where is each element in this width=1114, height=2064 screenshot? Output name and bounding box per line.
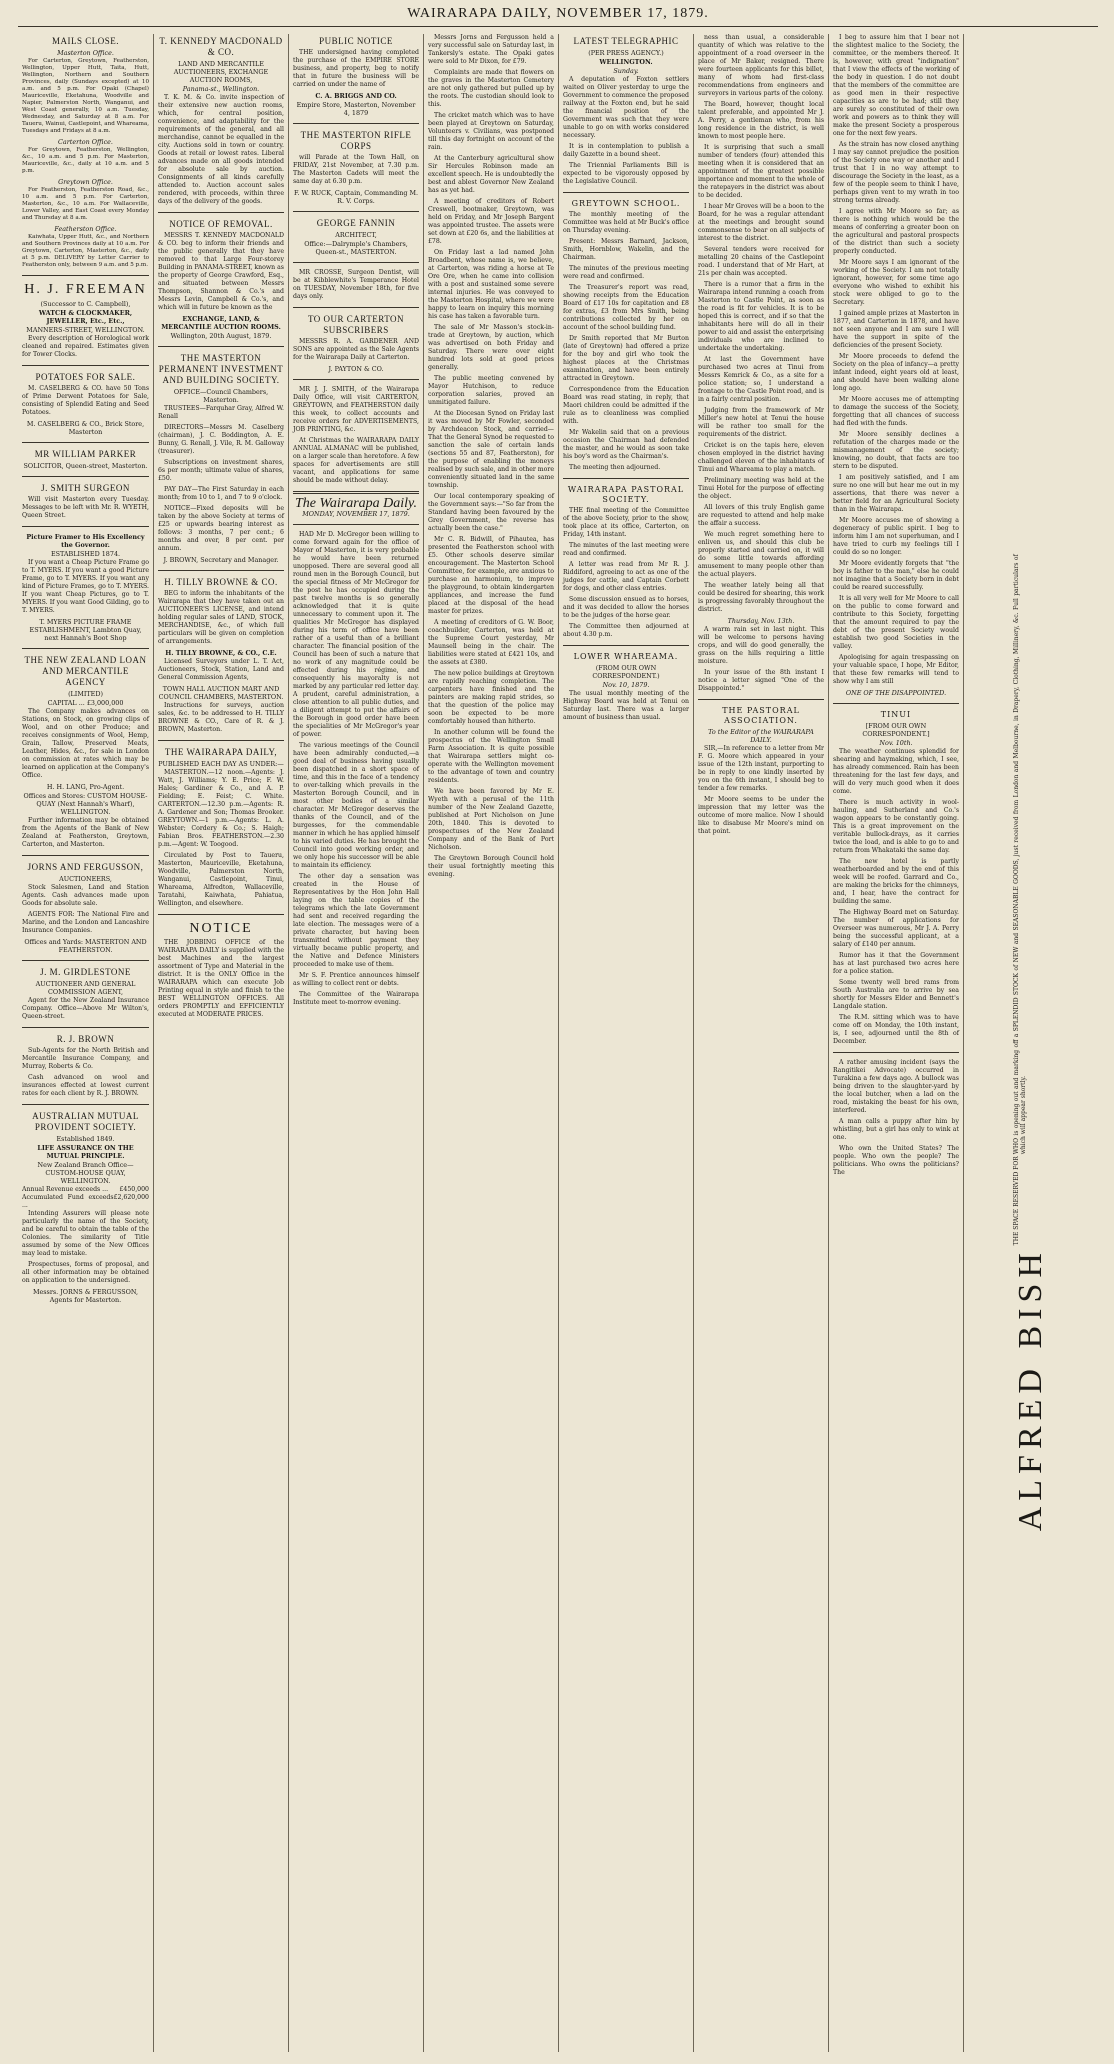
smith-text: Will visit Masterton every Tuesday. Messages to be left with Mr. R. WYETH, Queen Street. [22, 496, 149, 519]
divider [22, 476, 149, 477]
brown-text-2: Cash advanced on wool and insurances effected at lowest current rates for each client by R. J. BROWN. [22, 1074, 149, 1097]
whareama-paragraph: There is a rumor that a firm in the Wairarapa intend running a coach from Masterton to Castle Point, as soon as the road is fit for vehicles. It is to be hoped this is correct, and if so that the inhabitants here will do all in their power to aid and assist the enterprising individuals who are inclined to undertake the undertaking. [698, 281, 824, 352]
whareama-paragraph: Cricket is on the tapis here, eleven chosen employed in the district having challenged eleven of the inhabitants of Tinui and Whareama to play a match. [698, 442, 824, 473]
removal-title: NOTICE OF REMOVAL. [169, 219, 273, 229]
jorns-title: JORNS AND FERGUSSON, [27, 862, 144, 872]
letter-signature: ONE OF THE DISAPPOINTED. [845, 689, 947, 697]
pastoral-paragraph: A letter was read from Mr R. J. Riddiford, agreeing to act as one of the judges for cattle, and Captain Corbett for dogs, and other class entries. [563, 561, 689, 592]
smith-title: J. SMITH SURGEON [41, 483, 130, 493]
tinui-paragraph: The Highway Board met on Saturday. The number of applications for Overseer was numerous, Mr J. A. Perry being the successful applicant, at a salary of £140 per annum. [833, 909, 959, 948]
bish-advert [1013, 554, 1049, 1531]
letter-paragraph: Mr Moore evidently forgets that "the boy is father to the man," else he could not imagine that a Society born in debt could be reared successfully. [833, 560, 959, 591]
daily-text: MASTERTON.—12 noon.—Agents: J. Watt, J. Williams; Y. E. Price; F. W. Hales; Gardiner & Co., and A. P. Fielding; E. Feist; C. White. CARTERTON.—12.30 p.m.—Agents: R. A. Gardener and Son; Thomas Brooker. GREYTOWN.—1 p.m.—Agents: L. A. Webster; Cordery & Co.; S. Haigh; Fabian Bros. FEATHERSTON.—2.30 p.m.—Agent: W. Toogood. [158, 769, 284, 848]
news-item: Messrs Jorns and Fergusson held a very successful sale on Saturday last, in Tankersly's estate. The Opaki gates were sold to Mr Dixon, for £79. [428, 34, 554, 65]
news-item: We have been favored by Mr E. Wyeth with a perusal of the 11th number of the New Zealand Gazette, published at Port Nicholson on June 20th, 1840. This is devoted to prospectuses of the New Zealand Company and of the Bank of Port Nicholson. [428, 788, 554, 851]
nz-loan-sign: H. H. LANG, Pro-Agent. [46, 783, 125, 791]
prentice-text: Mr S. F. Prentice announces himself as willing to collect rent or debts. [293, 972, 419, 987]
amp-income-value: £450,000 [119, 1186, 149, 1193]
telegraphic-title: LATEST TELEGRAPHIC [573, 36, 679, 46]
divider [293, 307, 419, 308]
potatoes-text: M. CASELBERG & CO. have 50 Tons of Prime Derwent Potatoes for Sale, consisting of Splendid Eating and Seed Potatoes. [22, 385, 149, 416]
tilly-text-2: Licensed Surveyors under L. T. Act, Auctioneers, Stock, Station, Land and General Commission Agents, [158, 658, 284, 681]
divider [158, 740, 284, 741]
pastoral-association-title: THE PASTORAL ASSOCIATION. [722, 706, 800, 725]
divider [22, 526, 149, 527]
bish-advert-name: ALFRED BISH [1012, 1247, 1049, 1532]
telegraphic-item: It is in contemplation to publish a daily Gazette in a bound sheet. [563, 143, 689, 158]
building-society-title: THE MASTERTON PERMANENT INVESTMENT AND BUILDING SOCIETY. [158, 353, 284, 385]
news-item: A meeting of creditors of G. W. Boor, coachbuilder, Carterton, was held at the Supreme Court yesterday, Mr Maunsell being in the chair. The liabilities were stated at £421 10s, and the assets at £380. [428, 619, 554, 666]
letter-paragraph: I am positively satisfied, and I am sure no one will but hear me out in my assertions, that there was never a better field for an Agricultural Society than in the Wairarapa. [833, 474, 959, 513]
column-8 [963, 34, 1098, 2052]
tinui-paragraph: The weather continues splendid for shearing and haymaking, which, I see, has already commenced. Rain has been threatening for the last few days, and will do very much good when it does come. [833, 748, 959, 795]
letter-paragraph: I gained ample prizes at Masterton in 1877, and Carterton in 1878, and have not seen anyone and I am sure I will have the support in spite of the deficiencies of the present Society. [833, 310, 959, 349]
school-paragraph: Correspondence from the Education Board was read stating, in reply, that Maori children could be admitted if the rule as to cleanliness was complied with. [563, 386, 689, 425]
divider [158, 914, 284, 915]
telegraphic-day: Sunday. [613, 67, 639, 75]
divider [293, 524, 419, 525]
pastoral-paragraph: The minutes of the last meeting were read and confirmed. [563, 542, 689, 557]
carterton-subscribers-title: TO OUR CARTERTON SUBSCRIBERS [307, 314, 405, 335]
girdlestone-title: J. M. GIRDLESTONE [40, 967, 131, 977]
myers-sign: T. MYERS PICTURE FRAME ESTABLISHMENT, Lambton Quay, next Hannah's Boot Shop [29, 618, 142, 642]
public-notice-address: Empire Store, Masterton, November 4, 1879 [296, 101, 416, 117]
girdlestone-text: Agent for the New Zealand Insurance Company. Office—Above Mr Wilton's, Queen-street. [22, 997, 149, 1020]
daily-title: THE WAIRARAPA DAILY, [164, 747, 278, 757]
carterton-office-heading: Carterton Office. [58, 138, 113, 146]
rifle-corps-title: THE MASTERTON RIFLE CORPS [300, 130, 412, 151]
whareama-paragraph: The weather lately being all that could be desired for shearing, this work is progressing favorably throughout the district. [698, 582, 824, 613]
featherston-office-heading: Featherston Office. [54, 225, 117, 233]
pastoral-paragraph: The Committee then adjourned at about 4.30 p.m. [563, 623, 689, 638]
tilly-sign: H. TILLY BROWNE, & CO., C.E. [165, 649, 277, 657]
school-paragraph: The monthly meeting of the Committee was held at Mr Buck's office on Thursday evening. [563, 211, 689, 234]
nz-loan-office: Offices and Stores: CUSTOM HOUSE-QUAY (Next Hannah's Wharf), WELLINGTON. [23, 792, 148, 816]
letter-paragraph: As the strain has now closed anything I may say cannot prejudice the position of the Society one way or another and I trust that I in no way attempt to discourage the Society in the least, as a few of the people seem to think I have, perhaps given vent to my wrath in too strong terms already. [833, 141, 959, 204]
building-society-payday: PAY DAY—The First Saturday in each month; from 10 to 1, and 7 to 9 o'clock. [158, 486, 284, 501]
lower-whareama-sub: (FROM OUR OWN CORRESPONDENT.) [592, 664, 660, 680]
removal-name: EXCHANGE, LAND, & MERCANTILE AUCTION ROOMS. [161, 315, 281, 331]
fannin-sub: ARCHITECT, [335, 231, 377, 239]
divider [158, 212, 284, 213]
school-paragraph: Mr Wakelin said that on a previous occasion the Chairman had defended the master, and he would as soon take his boy's word as the Chairman's. [563, 429, 689, 460]
building-society-notice: NOTICE—Fixed deposits will be taken by the above Society at terms of £25 or upwards bearing interest as follows: 3 months, 7 per cent.; 6 months and over, 8 per cent. per annum. [158, 505, 284, 552]
pastoral-association-to: To the Editor of the WAIRARAPA DAILY. [708, 728, 814, 744]
columns [18, 34, 1098, 2052]
whareama-paragraph: In your issue of the 8th instant I notice a letter signed "One of the Disappointed." [698, 669, 824, 692]
masterton-office-heading: Masterton Office. [57, 49, 114, 57]
letter-paragraph: Mr Moore sensibly declines a refutation of the charges made or the mismanagement of the society; knowing, no doubt, that facts are too stern to be disputed. [833, 431, 959, 470]
potatoes-sign: M. CASELBERG & CO., Brick Store, Masterton [26, 420, 145, 436]
tilly-address: TOWN HALL AUCTION MART AND COUNCIL CHAMBERS, MASTERTON. [158, 685, 284, 701]
divider [22, 365, 149, 366]
freeman-sub: (Successor to C. Campbell), [40, 300, 131, 308]
tinui-paragraph: Rumor has it that the Government has at last purchased two acres here for a police station. [833, 952, 959, 975]
freeman-text: Every description of Horological work cleaned and repaired. Estimates given for Tower Clocks. [22, 335, 149, 358]
lower-whareama-date: Nov. 10, 1879. [602, 681, 650, 689]
nz-loan-text: The Company makes advances on Stations, on Stock, on growing clips of Wool, and on other Produce; and receives consignments of Wool, Hemp, Grain, Tallow, Preserved Meats, Leather, Hides, &c., for sale in London on commission at rates which may be learned on application at the Company's Office. [22, 708, 149, 779]
school-paragraph: The meeting then adjourned. [569, 464, 661, 471]
girdlestone-sub: AUCTIONEER AND GENERAL COMMISSION AGENT, [35, 980, 136, 996]
myers-established: ESTABLISHED 1874. [50, 550, 121, 558]
daily-sub: PUBLISHED EACH DAY AS UNDER:— [158, 760, 284, 768]
filler-paragraph: A rather amusing incident (says the Rangitikei Advocate) occurred in Turakina a few days ago. A bullock was being driven to the slaughter-yard by the local butcher, when a lad on the road, mistaking the beast for his own, interfered. [833, 1059, 959, 1114]
parker-sub: SOLICITOR, Queen-street, Masterton. [23, 462, 148, 470]
letter-paragraph: SIR,—In reference to a letter from Mr F. G. Moore which appeared in your issue of the 12th instant, purporting to be in reply to one kindly inserted by you on the 6th instant, I should beg to tender a few remarks. [698, 745, 824, 792]
masthead: WAIRARAPA DAILY, NOVEMBER 17, 1879. [18, 6, 1098, 27]
building-society-trustees: TRUSTEES—Farquhar Gray, Alfred W. Renall [158, 405, 284, 420]
news-item: The Greytown Borough Council hold their usual fortnightly meeting this evening. [428, 855, 554, 878]
almanac-text: At Christmas the WAIRARAPA DAILY ANNUAL ALMANAC will be published, on a larger scale than heretofore. A few spaces for advertisements are still vacant, and applications for same should be made without delay. [293, 437, 419, 484]
carterton-subscribers-text: MESSRS R. A. GARDENER AND SONS are appointed as the Sale Agents for the Wairarapa Daily at Carterton. [293, 338, 419, 361]
jorns-sub: AUCTIONEERS, [59, 875, 112, 883]
amp-funds-value: £2,620,000 [113, 1194, 149, 1201]
kennedy-sub: LAND AND MERCANTILE AUCTIONEERS, EXCHANGE AUCTION ROOMS, [173, 60, 269, 84]
divider [158, 346, 284, 347]
divider [22, 1104, 149, 1105]
column-2 [153, 34, 288, 2052]
parker-title: MR WILLIAM PARKER [34, 449, 137, 459]
divider [293, 262, 419, 263]
letter-paragraph: It is all very well for Mr Moore to call on the public to come forward and contribute to this Society, forgetting that the amount required to pay the debt of the present Society would establish two good Societies in the valley. [833, 595, 959, 650]
letter-paragraph: Mr Moore proceeds to defend the Society on the plea of infancy—a pretty infant indeed, eight years old at least, and should have been walking alone long ago. [833, 353, 959, 392]
tinui-paragraph: The R.M. sitting which was to have come off on Monday, the 10th instant, is, I see, adjourned until the 8th of December. [833, 1014, 959, 1045]
editorial-paragraph-1: HAD Mr D. McGregor been willing to come forward again for the office of Mayor of Masterton, it is very probable he would have been returned unopposed. There are several good all round men in the Borough Council, but the special fitness of Mr McGregor for the post he has occupied during the past twelve months is so generally acknowledged that it is quite unnecessary to comment upon it. The qualities Mr McGregor has displayed during his term of office have been rather of a useful than of a brilliant character. The financial position of the Council has been of such a nature that no work of any magnitude could be effected during his régime, and consequently his mayoralty is not marked by any particular red letter day. A prudent, careful administration, a close attention to all public duties, and a diligent attempt to put the affairs of the Borough in good order have been the specialities of Mr McGregor's year of power. [293, 531, 419, 738]
paper-title: The Wairarapa Daily. [295, 496, 417, 511]
mails-text-1: For Carterton, Greytown, Featherston, Wellington, Upper Hutt, Taita, Hutt, Wellington, Northern and Southern Provinces, daily (Sundays excepted) at 10 a.m. and 5 p.m. For Opaki (Chapel) Mauriceville, Eketahuna, Woodville and Napier, Palmerston North, Wanganui, and West Coast generally, 10 a.m. Tuesday, Wednesday, and Saturday at 8 a.m. For Taueru, Wainui, Castlepoint, and Whareama, Tuesdays and Fridays at 8 a.m. [22, 58, 150, 134]
jobbing-notice-title: NOTICE [189, 921, 253, 936]
news-item: Our local contemporary speaking of the Government says:—"So far from the Standard having been favoured by the Grey Government, the reverse has actually been the case." [428, 493, 554, 532]
whareama-paragraph: It is surprising that such a small number of tenders (four) attended this meeting when it is considered that an appointment of the greatest possible importance and moment to the whole of the ratepayers in the district was about to be decided. [698, 144, 824, 199]
letter-paragraph: I agree with Mr Moore so far; as there is nothing which would be the means of conferring a greater boon on the agricultural and pastoral prospects of the district than such a society properly conducted. [833, 208, 959, 255]
filler-paragraph: Who own the United States? The people. Who own the people? The politicians. Who owns the politicians? The [833, 1145, 959, 1176]
paper-date: MONDAY, NOVEMBER 17, 1879. [302, 510, 410, 518]
greytown-office-heading: Greytown Office. [58, 178, 113, 186]
mails-text-3: For Featherston, Featherston Road, &c., 10 a.m. and 5 p.m. For Carterton, Masterton, &c., 10 a.m. For Wallaceville, Lower Valley, and East Coast every Monday and Thursday at 8 a.m. [22, 187, 149, 221]
divider [698, 699, 824, 700]
kennedy-text: T. K. M. & Co. invite inspection of their extensive new auction rooms, which, for central position, convenience, and adaptability for the requirements of the general, and all merchandise, cannot be equalled in the city. Auctions sold in town or country. Goods at retail or lowest rates. Liberal advances made on all goods intended for absolute sale by auction. Consignments of all kinds carefully attended to. Auction account sales rendered, with proceeds, within three days of the delivery of the goods. [158, 94, 284, 205]
amp-text-2: Prospectuses, forms of proposal, and all other information may be obtained on application to the undersigned. [22, 1261, 149, 1284]
building-society-directors: DIRECTORS—Messrs M. Caselberg (chairman), J. C. Boddington, A. E. Bunny, G. Renall, J. Vile, R. M. Galloway (treasurer). [158, 424, 284, 455]
divider [158, 570, 284, 571]
lower-whareama-title: LOWER WHAREAMA. [573, 652, 679, 661]
fannin-address: Office:—Dalrymple's Chambers, Queen-st., MASTERTON. [304, 240, 408, 256]
amp-income-label: Annual Revenue exceeds ... [22, 1186, 109, 1193]
rifle-corps-sign: F. W. RUCK, Captain, Commanding M. R. V. Corps. [293, 189, 419, 205]
building-society-text: Subscriptions on investment shares, 6s per month; ultimate value of shares, £50. [158, 459, 284, 482]
news-item: The new police buildings at Greytown are rapidly reaching completion. The carpenters have finished and the painters are making rapid strides, so that the question of the police may soon be expected to be more comfortably housed than hitherto. [428, 670, 554, 725]
myers-title: Picture Framer to His Excellency the Governor. [26, 533, 145, 549]
amp-income-row [22, 1186, 149, 1194]
column-6 [693, 34, 828, 2052]
institute-text: The Committee of the Wairarapa Institute meet to-morrow evening. [293, 991, 419, 1006]
tinui-paragraph: The new hotel is partly weatherboarded and by the end of this week will be roofed. Garrard and Co., are making the bricks for the chimneys, and, I hear, have the contract for building the same. [833, 858, 959, 905]
whareama-paragraph: Preliminary meeting was held at the Tinui Hotel for the purpose of effecting the object. [698, 477, 824, 500]
column-5 [558, 34, 693, 2052]
brown-text: Sub-Agents for the North British and Mercantile Insurance Company, and Murray, Roberts & Co. [22, 1047, 149, 1070]
divider [22, 960, 149, 961]
mails-title: MAILS CLOSE. [51, 36, 119, 46]
telegraphic-place: WELLINGTON. [599, 58, 653, 66]
freeman-address: MANNERS-STREET, WELLINGTON. [26, 326, 145, 334]
divider [563, 192, 689, 193]
public-notice-text: THE undersigned having completed the purchase of the EMPIRE STORE business, and property, beg to notify that in future the business will be carried on under the name of [293, 49, 419, 88]
amp-sub: LIFE ASSURANCE ON THE MUTUAL PRINCIPLE. [37, 1144, 134, 1160]
tilly-text: BEG to inform the inhabitants of the Wairarapa that they have taken out an AUCTIONEER'S LICENSE, and intend holding regular sales of LAND, STOCK, MERCHANDISE, &c., of which full particulars will be given on completion of arrangements. [158, 590, 284, 645]
pastoral-paragraph: Some discussion ensued as to horses, and it was decided to allow the horses to be the judges of the horse gear. [563, 596, 689, 619]
news-item: The public meeting convened by Mayor Hutchison, to reduce corporation salaries, proved an unmitigated failure. [428, 375, 554, 406]
divider [22, 1027, 149, 1028]
tinui-paragraph: Some twenty well bred rams from South Australia are to arrive by sea shortly for Messrs Elder and Bennett's Langdale station. [833, 979, 959, 1010]
brown-title: R. J. BROWN [56, 1034, 115, 1044]
school-paragraph: Dr Smith reported that Mr Burton (late of Greytown) had offered a prize for the boy and girl who took the highest places at the Christmas examination, and have been entirely attracted in Greytown. [563, 335, 689, 382]
editorial-paragraph-3: The other day a sensation was created in the House of Representatives by the Hon John Hall laying on the table copies of the telegrams which the late Government had sent and received regarding the late election. The messages were of a private character, but having been transmitted without payment they virtually became public property, and the Native and Defence Ministers proceeded to make use of them. [293, 873, 419, 968]
freeman-name: H. J. FREEMAN [24, 282, 147, 297]
kennedy-address: Panama-st., Wellington. [182, 85, 260, 93]
tilly-text-3: Instructions for surveys, auction sales, &c. to be addressed to H. TILLY BROWNE & CO., Care of R. & J. BROWN, Masterton. [158, 702, 284, 733]
telegraphic-item: A deputation of Foxton settlers waited on Oliver yesterday to urge the Government to commence the proposed railway at the Foxton end, but he said the financial position of the Government was such that they were unable to go on with works considered necessary. [563, 76, 689, 139]
removal-date: Wellington, 20th August, 1879. [170, 332, 272, 340]
divider [22, 855, 149, 856]
tinui-sub: [FROM OUR OWN CORRESPONDENT.] [862, 722, 930, 738]
nz-loan-title: THE NEW ZEALAND LOAN AND MERCANTILE AGENCY [24, 655, 147, 687]
editorial-paragraph-2: The various meetings of the Council have been admirably conducted,—a good deal of business having usually been dispatched in a short space of time, and this in the face of a tendency to over-talking which prevails in the Masterton Borough Council, and in most other bodies of a similar character. Mr McGregor deserves the thanks of the Council, and of the burgesses, for the commendable manner in which he has applied himself to his varied duties. He has brought the Council into good working order, and we only hope his successor will be able to maintain its efficiency. [293, 742, 419, 869]
whareama-date: Thursday, Nov. 13th. [727, 617, 795, 625]
letter-paragraph: I beg to assure him that I bear not the slightest malice to the Society, the committee, or the members thereof. It is, however, with great "indignation" that I view the effects of the working of the body in question. I do not doubt that the members of the committee are as good men in their respective capacities as are to be had; still they are surely so constituted of their own work and powers as to think they will make the present Society a prosperous one for the next few years. [833, 34, 959, 137]
nz-loan-limited: (LIMITED) [68, 690, 103, 698]
amp-funds-label: Accumulated Fund exceeds ... [22, 1194, 114, 1209]
column-3 [288, 34, 423, 2052]
news-item: At the Canterbury agricultural show Sir Hercules Robinson made an excellent speech. He is undoubtedly the best and ablest Governor New Zealand has as yet had. [428, 155, 554, 194]
removal-text: MESSRS T. KENNEDY MACDONALD & CO. beg to inform their friends and the public generally that they have removed to that Large Four-storey Building in PANAMA-STREET, known as the property of George Crawford, Esq., and situated between Messrs Thompson, Shannon & Co.'s and Messrs Levin, Campbell & Co.'s, and which will in future be known as the [158, 232, 284, 311]
pastoral-society-title: WAIRARAPA PASTORAL SOCIETY. [567, 485, 685, 504]
divider [293, 123, 419, 124]
divider [563, 478, 689, 479]
column-1 [18, 34, 153, 2052]
carterton-subscribers-sign: J. PAYTON & CO. [328, 365, 384, 373]
lower-whareama-paragraph: The usual monthly meeting of the Highway Board was held at Tenui on Saturday last. There was a larger amount of business than usual. [563, 690, 689, 721]
jorns-offices: Offices and Yards: MASTERTON AND FEATHERSTON. [24, 938, 147, 954]
myers-text: If you want a Cheap Picture Frame go to T. MYERS. If you want a good Picture Frame, go to T. MYERS. If you want any kind of Picture Frames, go to T. MYERS. If you want Cheap Pictures, go to T. MYERS. If you want Good Gilding, go to T. MYERS. [22, 559, 149, 614]
news-item: In another column will be found the prospectus of the Wellington Small Farm Association. It is quite possible that Wairarapa settlers might co-operate with the Wellington movement to the advantage of town and country residents. [428, 729, 554, 784]
mails-text-4: Kaiwhata, Upper Hutt, &c., and Northern and Southern Provinces daily at 10 a.m. For Greytown, Carterton, Masterton, &c., daily at 5 p.m. DELIVERY by Letter Carrier to Featherston only, between 9 a.m. and 5 p.m. [22, 234, 149, 268]
divider [293, 491, 419, 494]
school-paragraph: The minutes of the previous meeting were read and confirmed. [563, 265, 689, 280]
kennedy-title: T. KENNEDY MACDONALD & CO. [159, 36, 283, 57]
nz-loan-capital: CAPITAL ... £3,000,000 [47, 699, 124, 707]
amp-established: Established 1849. [56, 1135, 115, 1143]
news-item: The cricket match which was to have been played at Greytown on Saturday, Volunteers v. Civilians, was postponed till this day fortnight on account of the rain. [428, 112, 554, 151]
divider [22, 442, 149, 443]
news-item: Complaints are made that flowers on the graves in the Masterton Cemetery are not only gathered but pulled up by the roots. The custodian should look to this. [428, 69, 554, 108]
potatoes-title: POTATOES FOR SALE. [35, 372, 136, 382]
divider [563, 645, 689, 646]
divider [293, 211, 419, 212]
filler-paragraph: A man calls a puppy after him by whistling, but a girl has only to wink at one. [833, 1118, 959, 1141]
daily-text-2: Circulated by Post to Taueru, Masterton, Mauriceville, Eketahuna, Woodville, Palmerston North, Wanganui, Castlepoint, Tinui, Whareama, Alfredton, Wallaceville, Taratahi, Kaiwhata, Pahiatua, Wellington, and elsewhere. [158, 852, 284, 907]
divider [22, 275, 149, 276]
pastoral-paragraph: THE final meeting of the Committee of the above Society, prior to the show, took place at its office, Carterton, on Friday, 14th instant. [563, 507, 689, 538]
amp-title: AUSTRALIAN MUTUAL PROVIDENT SOCIETY. [32, 1111, 139, 1132]
amp-funds-row [22, 1194, 149, 1210]
amp-text: Intending Assurers will please note particularly the name of the Society, and be careful to obtain the table of the Colonies. The similarity of Title assumed by some of the New Offices may lead to mistake. [22, 1210, 149, 1257]
divider [293, 379, 419, 380]
jorns-agents: AGENTS FOR: The National Fire and Marine, and the London and Lancashire Insurance Companies. [22, 911, 149, 934]
letter-paragraph: Mr Moore accuses me of showing a degeneracy of public spirit. I beg to inform him I am not superhuman, and I have tried to curb my feelings till I could do so no longer. [833, 517, 959, 556]
news-item: Mr C. R. Bidwill, of Pihautea, has presented the Featherston school with £5. Other schools deserve similar encouragement. The Masterton School Committee, for example, are anxious to purchase an harmonium, to improve the playground, to obtain kindergarten appliances, and increase the fund placed at the disposal of the head master for prizes. [428, 536, 554, 615]
news-item: At the Diocesan Synod on Friday last it was moved by Mr Fowler, seconded by Archdeacon Stock, and carried—That the General Synod be requested to sanction the sale of certain lands (sections 55 and 87, Featherston), for the purpose of enabling the moneys realised by such sale, and in other more conveniently situated land in the same township. [428, 410, 554, 489]
column-4 [423, 34, 558, 2052]
mails-text-2: For Greytown, Featherston, Wellington, &c., 10 a.m. and 5 p.m. For Masterton, Mauriceville, &c., daily at 10 a.m. and 5 p.m. [22, 147, 149, 174]
public-notice-sign: C. A. BRIGGS AND CO. [315, 92, 397, 100]
column-7 [828, 34, 963, 2052]
whareama-paragraph: At last the Government have purchased two acres at Tinui from Messrs Kemrick & Co., as a site for a police station; so, I understand a frontage to the Castle Point road, and is in a fairly central position. [698, 356, 824, 403]
letter-paragraph: Mr Moore says I am ignorant of the working of the Society. I am not totally ignorant, however, for some time ago everyone who wished to exhibit his stock were obliged to go to the Secretary. [833, 259, 959, 306]
whareama-paragraph: I hear Mr Groves will be a boon to the Board, for he was a regular attendant at the meetings and brought sound commonsense to bear on all subjects of interest to the district. [698, 203, 824, 242]
nz-loan-text-2: Further information may be obtained from the Agents of the Bank of New Zealand at Featherston, Greytown, Carterton, and Masterton. [22, 817, 149, 848]
divider [22, 648, 149, 649]
letter-paragraph: Mr Moore accuses me of attempting to damage the success of the Society, forgetting that all chances of success had fled with the funds. [833, 396, 959, 427]
whareama-paragraph: The Board, however, thought local talent preferable, and appointed Mr J. A. Perry, a gentleman who, from his long residence in the district, is well known to most people here. [698, 101, 824, 140]
freeman-trade: WATCH & CLOCKMAKER, JEWELLER, Etc., Etc., [38, 309, 133, 325]
bish-advert-reserved: THE SPACE RESERVED FOR [1013, 1156, 1020, 1246]
building-society-sign: J. BROWN, Secretary and Manager. [163, 556, 279, 564]
divider [833, 1052, 959, 1053]
whareama-paragraph: Several tenders were received for metalling 20 chains of the Castlepoint road. I understand that of Mr Hart, at 21s per chain was accepted. [698, 246, 824, 277]
telegraphic-item: The Triennial Parliaments Bill is expected to be vigorously opposed by the Legislative Council. [563, 162, 689, 185]
whareama-paragraph: Judging from the framework of Mr Miller's new hotel at Tenui the house will be rather too small for the requirements of the district. [698, 407, 824, 438]
building-society-office: OFFICE—Council Chambers, Masterton. [173, 388, 269, 404]
letter-paragraph: Mr Moore seems to be under the impression that my letter was the outcome of more malice. Now I should like to disabuse Mr Moore's mind on that point. [698, 796, 824, 835]
greytown-school-title: GREYTOWN SCHOOL. [571, 199, 681, 208]
whareama-paragraph: ness than usual, a considerable quantity of which was relative to the appointment of a road overseer in the place of Mr Baker, resigned. There were fourteen applicants for this billet, many of whom had first-class recommendations from engineers and surveyors in various parts of the colony. [698, 34, 824, 97]
tinui-title: TINUI [880, 710, 912, 719]
jobbing-notice-text: THE JOBBING OFFICE of the WAIRARAPA DAILY is supplied with the best Machines and the largest assortment of Type and Material in the district. It is the ONLY Office in the WAIRARAPA which can execute Job Printing equal in style and finish to the BEST WELLINGTON OFFICES. All orders PROMPTLY and EFFICIENTLY executed at MODERATE PRICES. [158, 939, 284, 1018]
smith-visit-text: MR J. J. SMITH, of the Wairarapa Daily Office, will visit CARTERTON, GREYTOWN, and FEATHERSTON daily this week, to collect accounts and receive orders for ADVERTISEMENTS, JOB PRINTING, &c. [293, 386, 419, 433]
amp-branch: New Zealand Branch Office—CUSTOM-HOUSE QUAY, WELLINGTON. [37, 1161, 134, 1185]
rifle-corps-text: will Parade at the Town Hall, on FRIDAY, 21st November, at 7.30 p.m. The Masterton Cadets will meet the same day at 6.30 p.m. [293, 154, 419, 185]
jorns-text: Stock Salesmen, Land and Station Agents. Cash advances made upon Goods for absolute sale. [22, 884, 149, 907]
telegraphic-agency: (PER PRESS AGENCY.) [588, 49, 664, 57]
divider [833, 703, 959, 704]
fannin-title: GEORGE FANNIN [316, 218, 396, 228]
crosse-text: MR CROSSE, Surgeon Dentist, will be at Kibblewhite's Temperance Hotel on TUESDAY, November 18th, for five days only. [293, 269, 419, 300]
whareama-paragraph: We much regret something here to enliven us, and should this club be properly started and carried on, it will do some little towards affording amusement to many people other than the actual players. [698, 531, 824, 578]
tinui-paragraph: There is much activity in wool-hauling, and Sutherland and Co.'s wagon appears to be constantly going. This is a great improvement on the veritable bullock-drays, as it carries twice the load, and is able to go to and return from Whakataki the same day. [833, 799, 959, 854]
school-paragraph: The Treasurer's report was read, showing receipts from the Education Board of £17 10s for capitation and £8 for extras, £3 from Mrs Smith, being contributions collected by her on account of the school building fund. [563, 284, 689, 331]
bish-advert-text: WHO is opening out and marking off a SPLENDID STOCK of NEW and SEASONABLE GOODS, just received from London and Melbourne, in Drapery, Clothing, Millinery, &c. Full particulars of which will appear shortly. [1013, 554, 1027, 1155]
public-notice-title: PUBLIC NOTICE [319, 36, 393, 46]
news-item: On Friday last a lad named John Broadbent, whose name is, we believe, at Carterton, was riding a horse at Te Ore Ore, when he came into collision with a post and sustained some severe internal injuries. He was conveyed to the Masterton Hospital, where we were happy to learn on inquiry this morning his case has taken a favorable turn. [428, 249, 554, 320]
whareama-paragraph: All lovers of this truly English game are requested to attend and help make the affair a success. [698, 504, 824, 527]
whareama-paragraph: A warm rain set in last night. This will be welcome to persons having crops, and will do good generally, the grass on the hills requiring a little moisture. [698, 626, 824, 665]
news-item: A meeting of creditors of Robert Creswell, bootmaker, Greytown, was held on Friday, and Mr Joseph Bargent was appointed trustee. The assets were set down at £20 6s, and the liabilities at £78. [428, 198, 554, 245]
tinui-date: Nov. 10th. [879, 739, 913, 747]
amp-sign: Messrs. JORNS & FERGUSSON, Agents for Masterton. [32, 1288, 139, 1304]
news-item: The sale of Mr Masson's stock-in-trade at Greytown, by auction, which was advertised on both Friday and Saturday. There were over eight hundred lots sold at good prices generally. [428, 324, 554, 371]
tilly-title: H. TILLY BROWNE & CO. [164, 577, 278, 587]
school-paragraph: Present: Messrs Barnard, Jackson, Smith, Hornblow, Wakelin, and the Chairman. [563, 238, 689, 261]
letter-paragraph: Apologising for again trespassing on your valuable space, I hope, Mr Editor, that these few remarks will tend to show why I am still [833, 654, 959, 685]
